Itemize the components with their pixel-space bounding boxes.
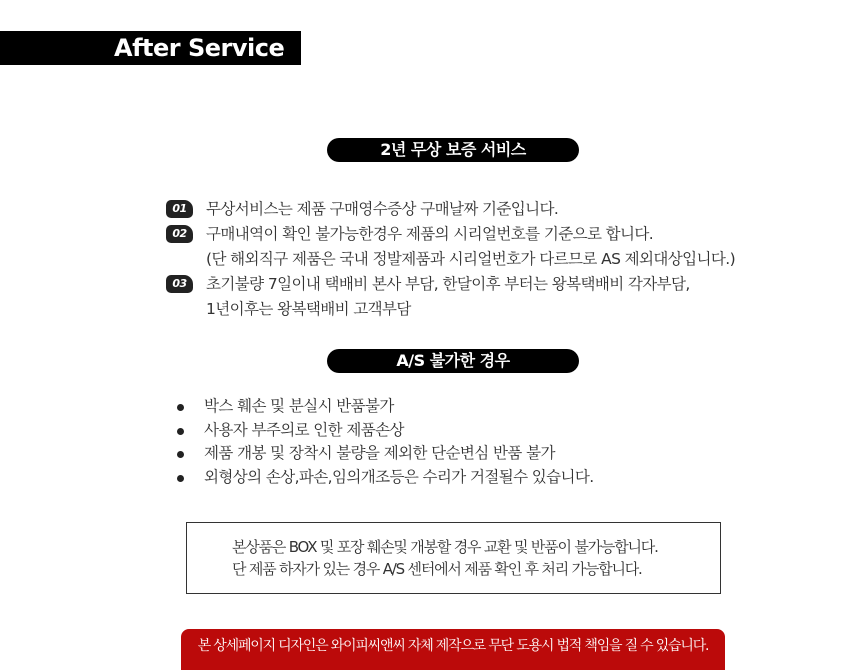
refusal-heading: A/S 불가한 경우: [327, 349, 579, 373]
warranty-item-text: 무상서비스는 제품 구매영수증상 구매날짜 기준입니다.: [206, 200, 559, 218]
warranty-item-note: (단 해외직구 제품은 국내 정발제품과 시리얼번호가 다르므로 AS 제외대상입니다.): [206, 250, 736, 268]
number-badge-icon: 01: [166, 200, 193, 218]
warranty-item-text-continued: 1년이후는 왕복택배비 고객부담: [206, 300, 411, 318]
number-badge-icon: 03: [166, 275, 193, 293]
notice-line: 본상품은 BOX 및 포장 훼손및 개봉할 경우 교환 및 반품이 불가능합니다.: [232, 538, 658, 556]
refusal-item-text: 사용자 부주의로 인한 제품손상: [204, 420, 404, 439]
page-title: After Service: [114, 34, 285, 62]
warranty-item-text: 구매내역이 확인 불가능한경우 제품의 시리얼번호를 기준으로 합니다.: [206, 225, 654, 243]
refusal-item: [176, 442, 594, 466]
refusal-item: [176, 466, 594, 490]
warranty-item-3: [166, 272, 735, 322]
warranty-item-2: [166, 222, 735, 272]
notice-box: [186, 522, 721, 594]
refusal-item: [176, 419, 594, 443]
bullet-dot-icon: [177, 404, 184, 411]
refusal-list: [176, 395, 594, 489]
bullet-dot-icon: [177, 451, 184, 458]
warranty-heading: 2년 무상 보증 서비스: [327, 138, 579, 162]
refusal-item: [176, 395, 594, 419]
bullet-dot-icon: [177, 428, 184, 435]
copyright-banner: 본 상세페이지 디자인은 와이피씨앤씨 자체 제작으로 무단 도용시 법적 책임을 질 수 있습니다.: [181, 629, 725, 670]
header-bar: [0, 31, 301, 65]
notice-line: 단 제품 하자가 있는 경우 A/S 센터에서 제품 확인 후 처리 가능합니다.: [232, 560, 642, 578]
bullet-dot-icon: [177, 475, 184, 482]
notice-text: [232, 536, 658, 580]
number-badge-icon: 02: [166, 225, 193, 243]
refusal-item-text: 외형상의 손상,파손,임의개조등은 수리가 거절될수 있습니다.: [204, 467, 594, 486]
refusal-item-text: 제품 개봉 및 장착시 불량을 제외한 단순변심 반품 불가: [204, 444, 555, 462]
warranty-item-text: 초기불량 7일이내 택배비 본사 부담, 한달이후 부터는 왕복택배비 각자부담,: [206, 275, 690, 293]
warranty-list: [166, 197, 735, 322]
warranty-item-1: [166, 197, 735, 222]
refusal-item-text: 박스 훼손 및 분실시 반품불가: [204, 397, 394, 415]
